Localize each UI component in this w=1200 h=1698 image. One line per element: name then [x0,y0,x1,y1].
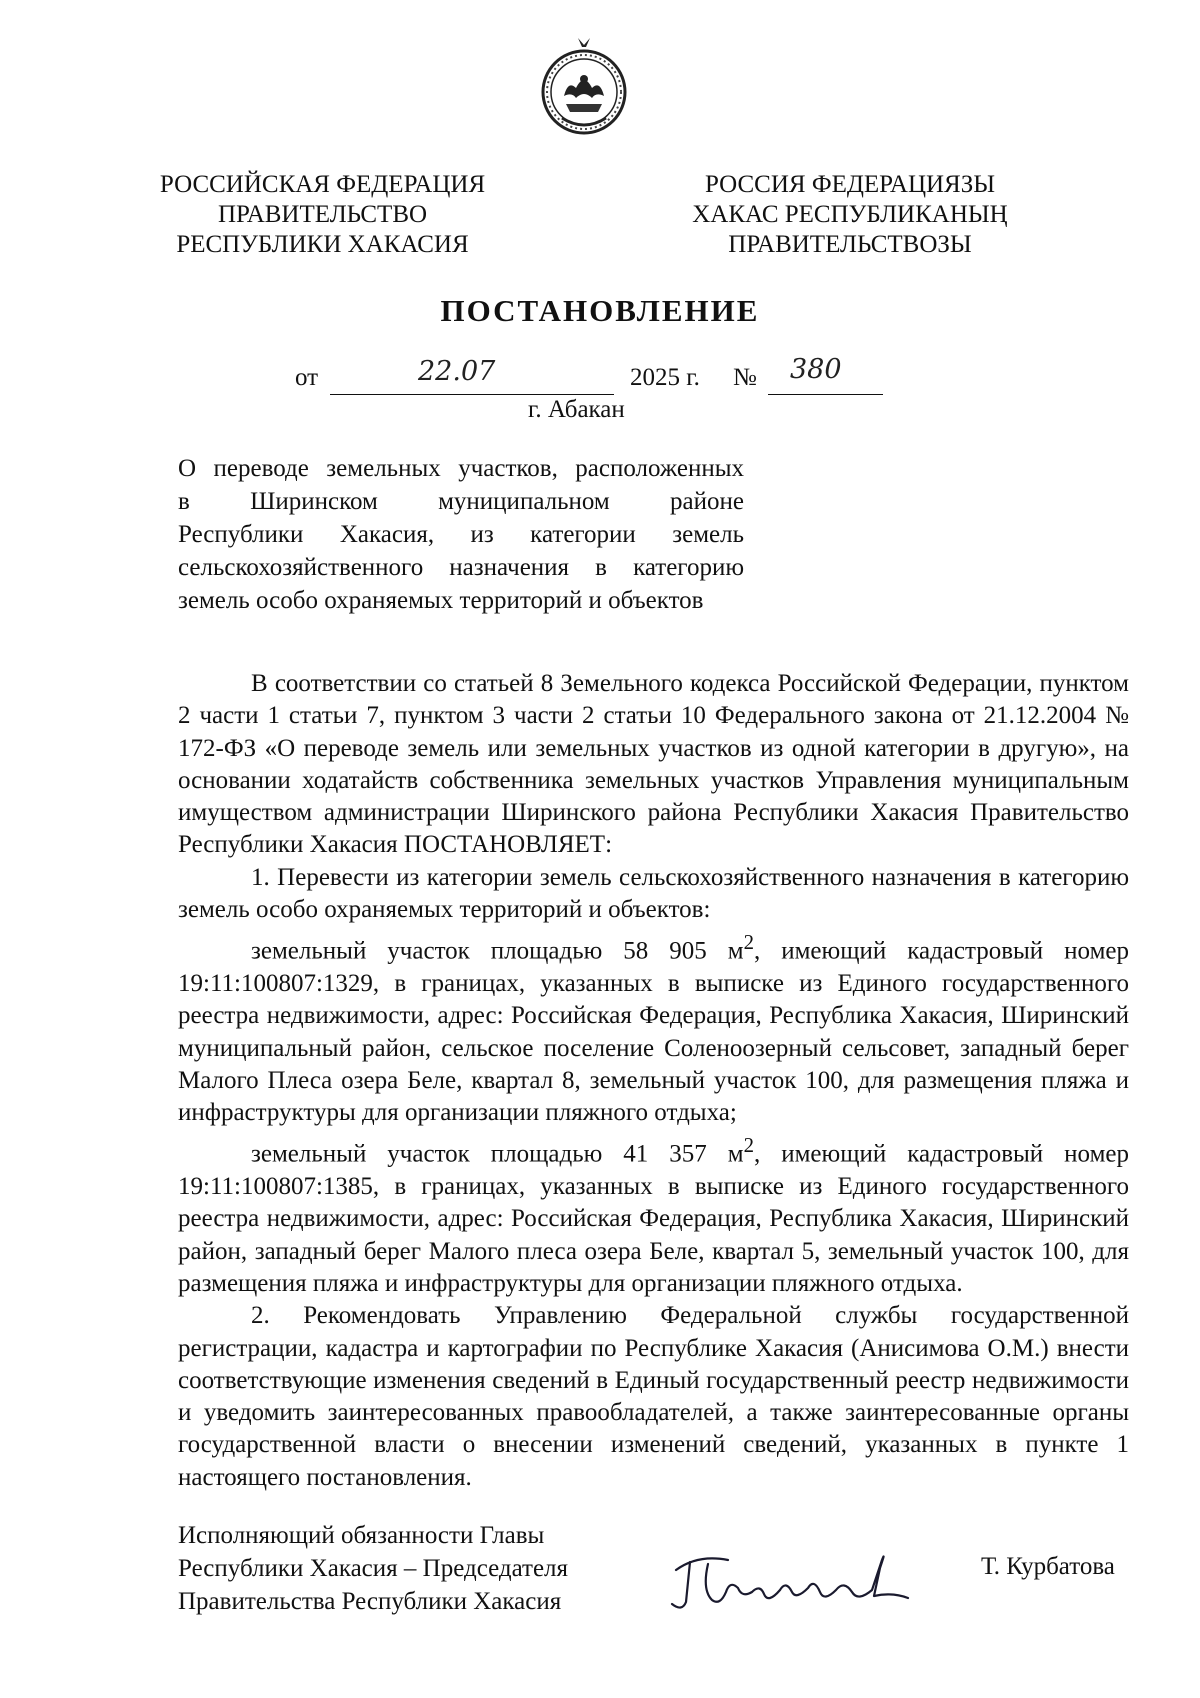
subject-line-3: Республики Хакасия, из категории земель [178,521,744,548]
subject-block [178,452,744,617]
plot-2-details: , имеющий кадастровый номер 19:11:100807:1385, в границах, указанных в выписке из Единого государственного реестра недвижимости, адрес: Российская Федерация, Республика Хакасия, Ширинский район, западный берег Малого плеса озера Беле, квартал 5, земельный участок 100, для размещения пляжа и инфраструктуры для организации пляжного отдыха. [178,1140,1129,1297]
subject-line-5: земель особо охраняемых территорий и объектов [178,587,704,614]
subject-line-1: О переводе земельных участков, расположенных [178,455,744,482]
header-left-line-1: РОССИЙСКАЯ ФЕДЕРАЦИЯ [159,171,486,198]
coat-of-arms-icon [538,36,630,140]
date-prefix: от [295,364,319,391]
subject-line-2: в Ширинском муниципальном районе [178,488,744,515]
city: г. Абакан [528,396,625,423]
item-1-paragraph: 1. Перевести из категории земель сельскохозяйственного назначения в категорию земель особо охраняемых территорий и объектов: [178,863,1129,924]
header-right-line-2: ХАКАС РЕСПУБЛИКАНЫҢ [692,201,1008,228]
plot-1-superscript: 2 [743,930,754,955]
header-right-line-1: РОССИЯ ФЕДЕРАЦИЯЗЫ [704,171,996,198]
plot-1-area: земельный участок площадью 58 905 м [251,937,744,965]
header-left-line-2: ПРАВИТЕЛЬСТВО [217,201,428,228]
plot-1-paragraph [178,926,1129,1129]
number-label: № [733,364,757,391]
header-right-line-3: ПРАВИТЕЛЬСТВОЗЫ [728,231,972,258]
date-year: 2025 г. [630,364,700,391]
preamble-paragraph: В соответствии со статьей 8 Земельного кодекса Российской Федерации, пунктом 2 части 1 статьи 7, пунктом 3 части 2 статьи 10 Федерального закона от 21.12.2004 № 172-ФЗ «О переводе земель или земельных участков из одной категории в другую», на основании ходатайств собственника земельных участков Управления муниципальным имуществом администрации Ширинского района Республики Хакасия Правительство Республики Хакасия ПОСТАНОВЛЯЕТ: [178,670,1129,859]
item-2-paragraph: 2. Рекомендовать Управлению Федеральной службы государственной регистрации, кадастра и картографии по Республике Хакасия (Анисимова О.М.) внести соответствующие изменения сведений в Единый государственный реестр недвижимости и уведомить заинтересованных правообладателей, а также заинтересованные органы государственной власти о внесении изменений сведений, указанных в пункте 1 настоящего постановления. [178,1302,1129,1491]
plot-2-paragraph [178,1129,1129,1300]
plot-1-details: , имеющий кадастровый номер 19:11:100807:1329, в границах, указанных в выписке из Единого государственного реестра недвижимости, адрес: Российская Федерация, Республика Хакасия, Ширинский муниципальный район, сельское поселение Соленоозерный сельсовет, западный берег Малого Плеса озера Беле, квартал 8, земельный участок 100, для размещения пляжа и инфраструктуры для организации пляжного отдыха; [178,937,1129,1127]
date-value: 22.07 [418,356,496,387]
header-left-line-3: РЕСПУБЛИКИ ХАКАСИЯ [176,231,469,258]
date-line [0,354,1200,396]
number-value: 380 [790,354,842,385]
position-line-1: Исполняющий обязанности Главы [178,1522,545,1549]
date-underline [330,394,614,395]
body-text [178,668,1129,1494]
signer-name: Т. Курбатова [981,1553,1115,1580]
document-title: ПОСТАНОВЛЕНИЕ [440,293,760,328]
number-underline [768,394,883,395]
handwritten-signature [668,1540,918,1620]
header-left [150,170,495,260]
subject-line-4: сельскохозяйственного назначения в категорию [178,554,744,581]
position-line-3: Правительства Республики Хакасия [178,1588,562,1615]
plot-2-area: земельный участок площадью 41 357 м [251,1140,744,1168]
signatory-position [178,1519,568,1618]
position-line-2: Республики Хакасия – Председателя [178,1555,569,1582]
header-right [680,170,1020,260]
plot-2-superscript: 2 [743,1133,754,1158]
